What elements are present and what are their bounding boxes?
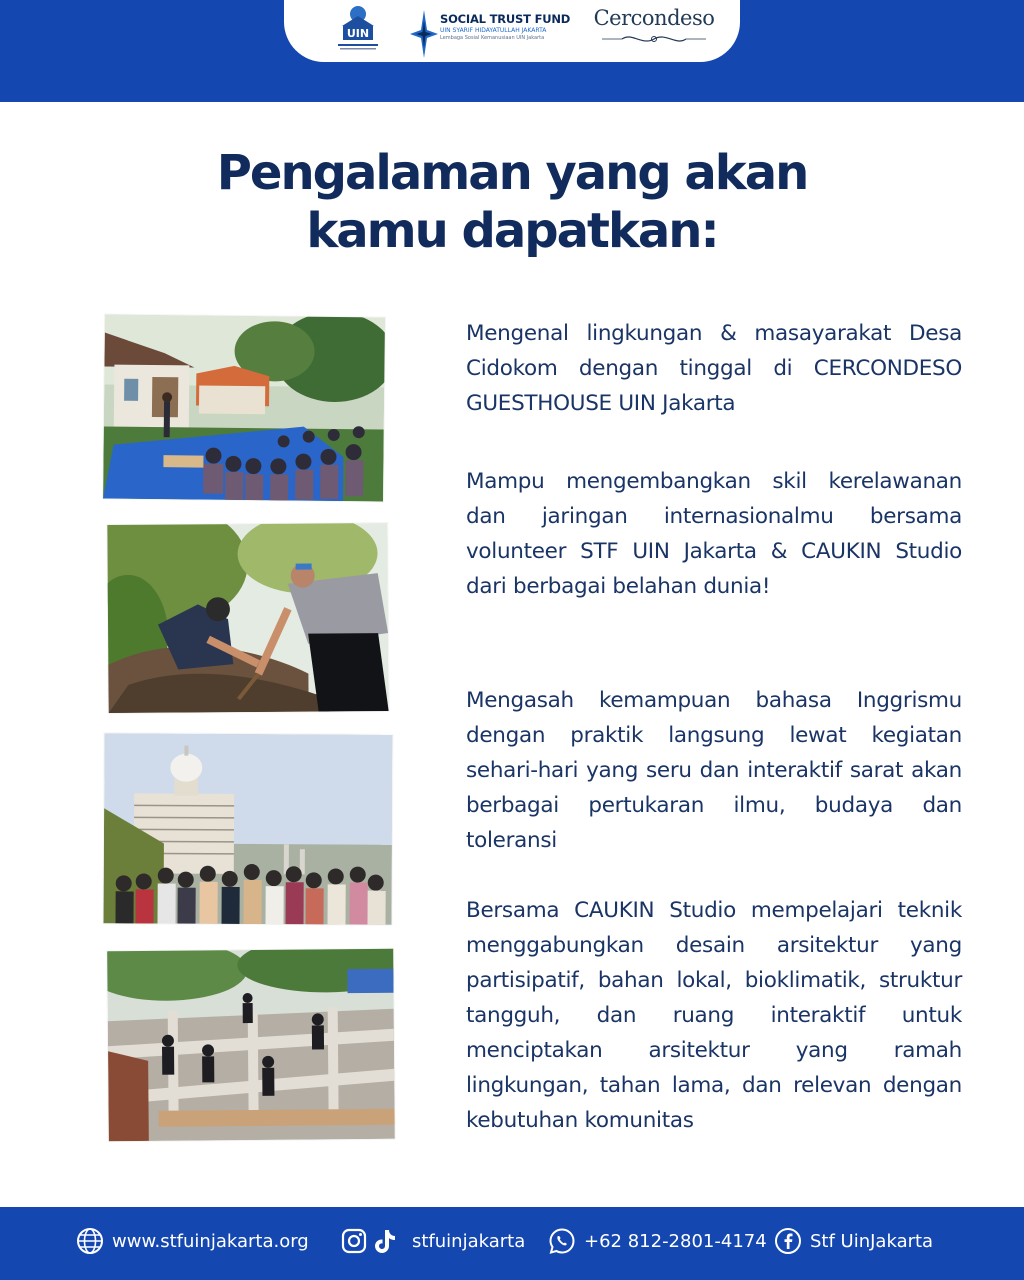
- volunteers-digging-photo: [107, 523, 388, 713]
- title-line-1: Pengalaman yang akan: [216, 145, 808, 201]
- globe-icon: [76, 1227, 104, 1255]
- stf-logo-line1: UIN SYARIF HIDAYATULLAH JAKARTA: [440, 27, 547, 34]
- facebook-link[interactable]: [774, 1224, 933, 1258]
- whatsapp-label: +62 812-2801-4174: [584, 1230, 767, 1252]
- whatsapp-link[interactable]: [548, 1224, 767, 1258]
- social-handle-label: stfuinjakarta: [412, 1230, 526, 1252]
- website-link[interactable]: [76, 1224, 309, 1258]
- community-gathering-photo: [103, 315, 385, 502]
- uin-logo: [332, 4, 384, 54]
- whatsapp-icon: [548, 1227, 576, 1255]
- website-label: www.stfuinjakarta.org: [112, 1230, 309, 1252]
- stf-logo-name: SOCIAL TRUST FUND: [440, 12, 571, 26]
- stf-logo-line2: Lembaga Sosial Kemanusiaan UIN Jakarta: [440, 35, 545, 41]
- social-handle-link[interactable]: [340, 1224, 525, 1258]
- experience-paragraph-3: Mengasah kemampuan bahasa Inggrismu dengan praktik langsung lewat kegiatan sehari-hari yang seru dan interaktif sarat akan berbagai pertukaran ilmu, budaya dan toleransi: [466, 688, 962, 853]
- title-line-2: kamu dapatkan:: [306, 203, 718, 259]
- page-title: [112, 144, 912, 260]
- experience-paragraph-1: Mengenal lingkungan & masayarakat Desa Cidokom dengan tinggal di CERCONDESO GUESTHOUSE UIN Jakarta: [466, 321, 962, 416]
- facebook-label: Stf UinJakarta: [810, 1230, 934, 1252]
- tiktok-icon: [372, 1227, 398, 1255]
- social-trust-fund-logo: [410, 8, 571, 58]
- group-at-mosque-photo: [104, 733, 393, 925]
- cercondeso-logo-text: Cercondeso: [593, 6, 715, 30]
- experience-paragraph-2: Mampu mengembangkan skil kerelawanan dan jaringan internasionalmu bersama volunteer STF UIN Jakarta & CAUKIN Studio dari berbagai belahan dunia!: [466, 469, 962, 599]
- facebook-icon: [774, 1227, 802, 1255]
- construction-site-photo: [107, 949, 395, 1141]
- cercondeso-logo: [592, 4, 716, 46]
- instagram-icon: [340, 1227, 368, 1255]
- uin-logo-text: UIN: [346, 27, 370, 40]
- experience-paragraph-4: Bersama CAUKIN Studio mempelajari teknik menggabungkan desain arsitektur yang partisipatif, bahan lokal, bioklimatik, struktur tangguh, dan ruang interaktif untuk menciptakan arsitektur yang ramah lingkungan, tahan lama, dan relevan dengan kebutuhan komunitas: [466, 898, 962, 1133]
